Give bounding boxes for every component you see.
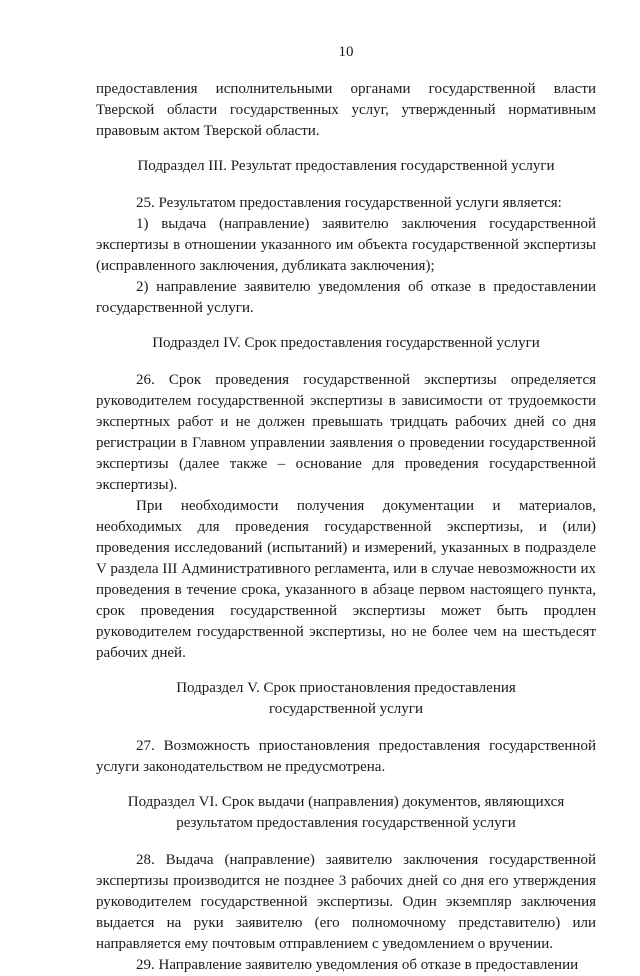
paragraph-25-item-2: 2) направление заявителю уведомления об отказе в предоставлении государственной услуги. bbox=[96, 279, 596, 316]
subsection-heading-vi-line-1: Подраздел VI. Срок выдачи (направления) документов, являющихся bbox=[127, 794, 565, 810]
subsection-heading-v-line-1: Подраздел V. Срок приостановления предоставления bbox=[176, 680, 516, 696]
paragraph-29: 29. Направление заявителю уведомления об отказе в предоставлении bbox=[136, 957, 579, 973]
subsection-heading-vi bbox=[96, 792, 596, 834]
subsection-heading-v-line-2: государственной услуги bbox=[269, 701, 423, 717]
subsection-heading-vi-line-2: результатом предоставления государственной услуги bbox=[176, 815, 516, 831]
paragraph-26-second: При необходимости получения документации и материалов, необходимых для проведения государственной экспертизы, и (или) проведения исследований (испытаний) и измерений, указанных в подразделе V раздела III Административного регламента, или в случае невозможности их проведения в течение срока, указанного в абзаце первом настоящего пункта, срок проведения государственной экспертизы может быть продлен руководителем государственной экспертизы, но не более чем на шестьдесят рабочих дней. bbox=[96, 498, 596, 661]
subsection-heading-v bbox=[96, 678, 596, 720]
paragraph-26: 26. Срок проведения государственной экспертизы определяется руководителем государственной экспертизы в зависимости от трудоемкости экспертных работ и не должен превышать тридцать рабочих дней со дня регистрации в Главном управлении заявления о проведении государственной экспертизы (далее также – основание для проведения государственной экспертизы). bbox=[96, 372, 596, 493]
paragraph-28: 28. Выдача (направление) заявителю заключения государственной экспертизы производится не позднее 3 рабочих дней со дня его утверждения руководителем государственной экспертизы. Один экземпляр заключения выдается на руки заявителю (его полномочному представителю) или направляется ему почтовым отправлением с уведомлением о вручении. bbox=[96, 852, 596, 952]
page-number: 10 bbox=[338, 44, 354, 60]
subsection-heading-iv: Подраздел IV. Срок предоставления государственной услуги bbox=[152, 335, 540, 351]
paragraph-27: 27. Возможность приостановления предоставления государственной услуги законодательством не предусмотрена. bbox=[96, 738, 596, 775]
paragraph-continuation: предоставления исполнительными органами государственной власти Тверской области государственных услуг, утвержденный нормативным правовым актом Тверской области. bbox=[96, 81, 596, 139]
paragraph-25-item-1: 1) выдача (направление) заявителю заключения государственной экспертизы в отношении указанного им объекта государственной экспертизы (исправленного заключения, дубликата заключения); bbox=[96, 216, 596, 274]
paragraph-25: 25. Результатом предоставления государственной услуги является: bbox=[136, 195, 562, 211]
subsection-heading-iii: Подраздел III. Результат предоставления государственной услуги bbox=[137, 158, 555, 174]
